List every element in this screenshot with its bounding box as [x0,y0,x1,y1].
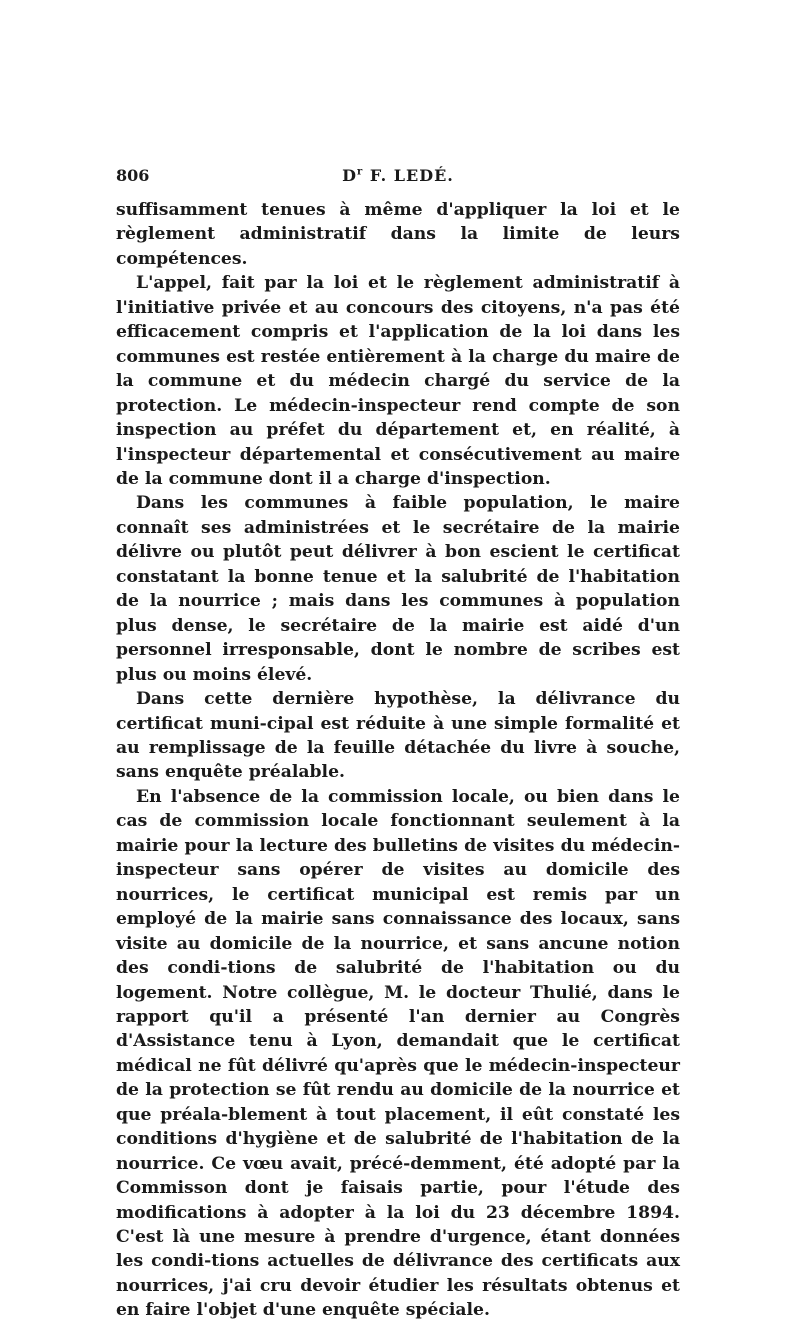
paragraph: L'appel, fait par la loi et le règlement administratif à l'initiative privée et au concours des citoyens, n'a pas été efficacement compris et l'application de la loi dans les communes est restée entièrement à la charge du maire de la commune et du médecin chargé du service de la protection. Le médecin-inspecteur rend compte de son inspection au préfet du département et, en réalité, à l'inspecteur départemental et consécutivement au maire de la commune dont il a charge d'inspection. [116,273,680,489]
paragraph: Dans cette dernière hypothèse, la délivrance du certificat muni-cipal est réduite à une simple formalité et au remplissage de la feuille détachée du livre à souche, sans enquête préalable. [116,689,680,783]
author-title-sup: r [357,166,364,178]
author-prefix: D [342,166,358,185]
paragraph: En l'absence de la commission locale, ou bien dans le cas de commission locale fonctionnant seulement à la mairie pour la lecture des bulletins de visites du médecin-inspecteur sans opérer de visites au domicile des nourrices, le certificat municipal est remis par un employé de la mairie sans connaissance des locaux, sans visite au domicile de la nourrice, et sans ancune notion des condi-tions de salubrité de l'habitation ou du logement. Notre collègue, M. le docteur Thulié, dans le rapport qu'il a présenté l'an dernier au Congrès d'Assistance tenu à Lyon, demandait que le certificat médical ne fût délivré qu'après que le médecin-inspecteur de la protection se fût rendu au domicile de la nourrice et que préala-blement à tout placement, il eût constaté les conditions d'hygiène et de salubrité de l'habitation de la nourrice. Ce vœu avait, précé-demment, été adopté par la Commisson dont je faisais partie, pour l'étude des modifications à adopter à la loi du 23 décembre 1894. C'est là une mesure à prendre d'urgence, étant données les condi-tions actuelles de délivrance des certificats aux nourrices, j'ai cru devoir étudier les résultats obtenus et en faire l'objet d'une enquête spéciale. [116,786,680,1321]
page-number: 806 [116,166,150,185]
running-head [116,166,680,185]
paragraph: Dans les communes à faible population, le maire connaît ses administrées et le secrétaire de la mairie délivre ou plutôt peut délivrer à bon escient le certificat constatant la bonne tenue et la salubrité de l'habitation de la nourrice ; mais dans les communes à population plus dense, le secrétaire de la mairie est aidé d'un personnel irresponsable, dont le nombre de scribes est plus ou moins élevé. [116,493,680,685]
page-header [116,166,680,192]
paragraph-continuation: suffisamment tenues à même d'appliquer la loi et le règlement administratif dans la limite de leurs compétences. [116,200,680,269]
body-text [116,198,680,1323]
author-name: F. LEDÉ. [369,166,454,185]
